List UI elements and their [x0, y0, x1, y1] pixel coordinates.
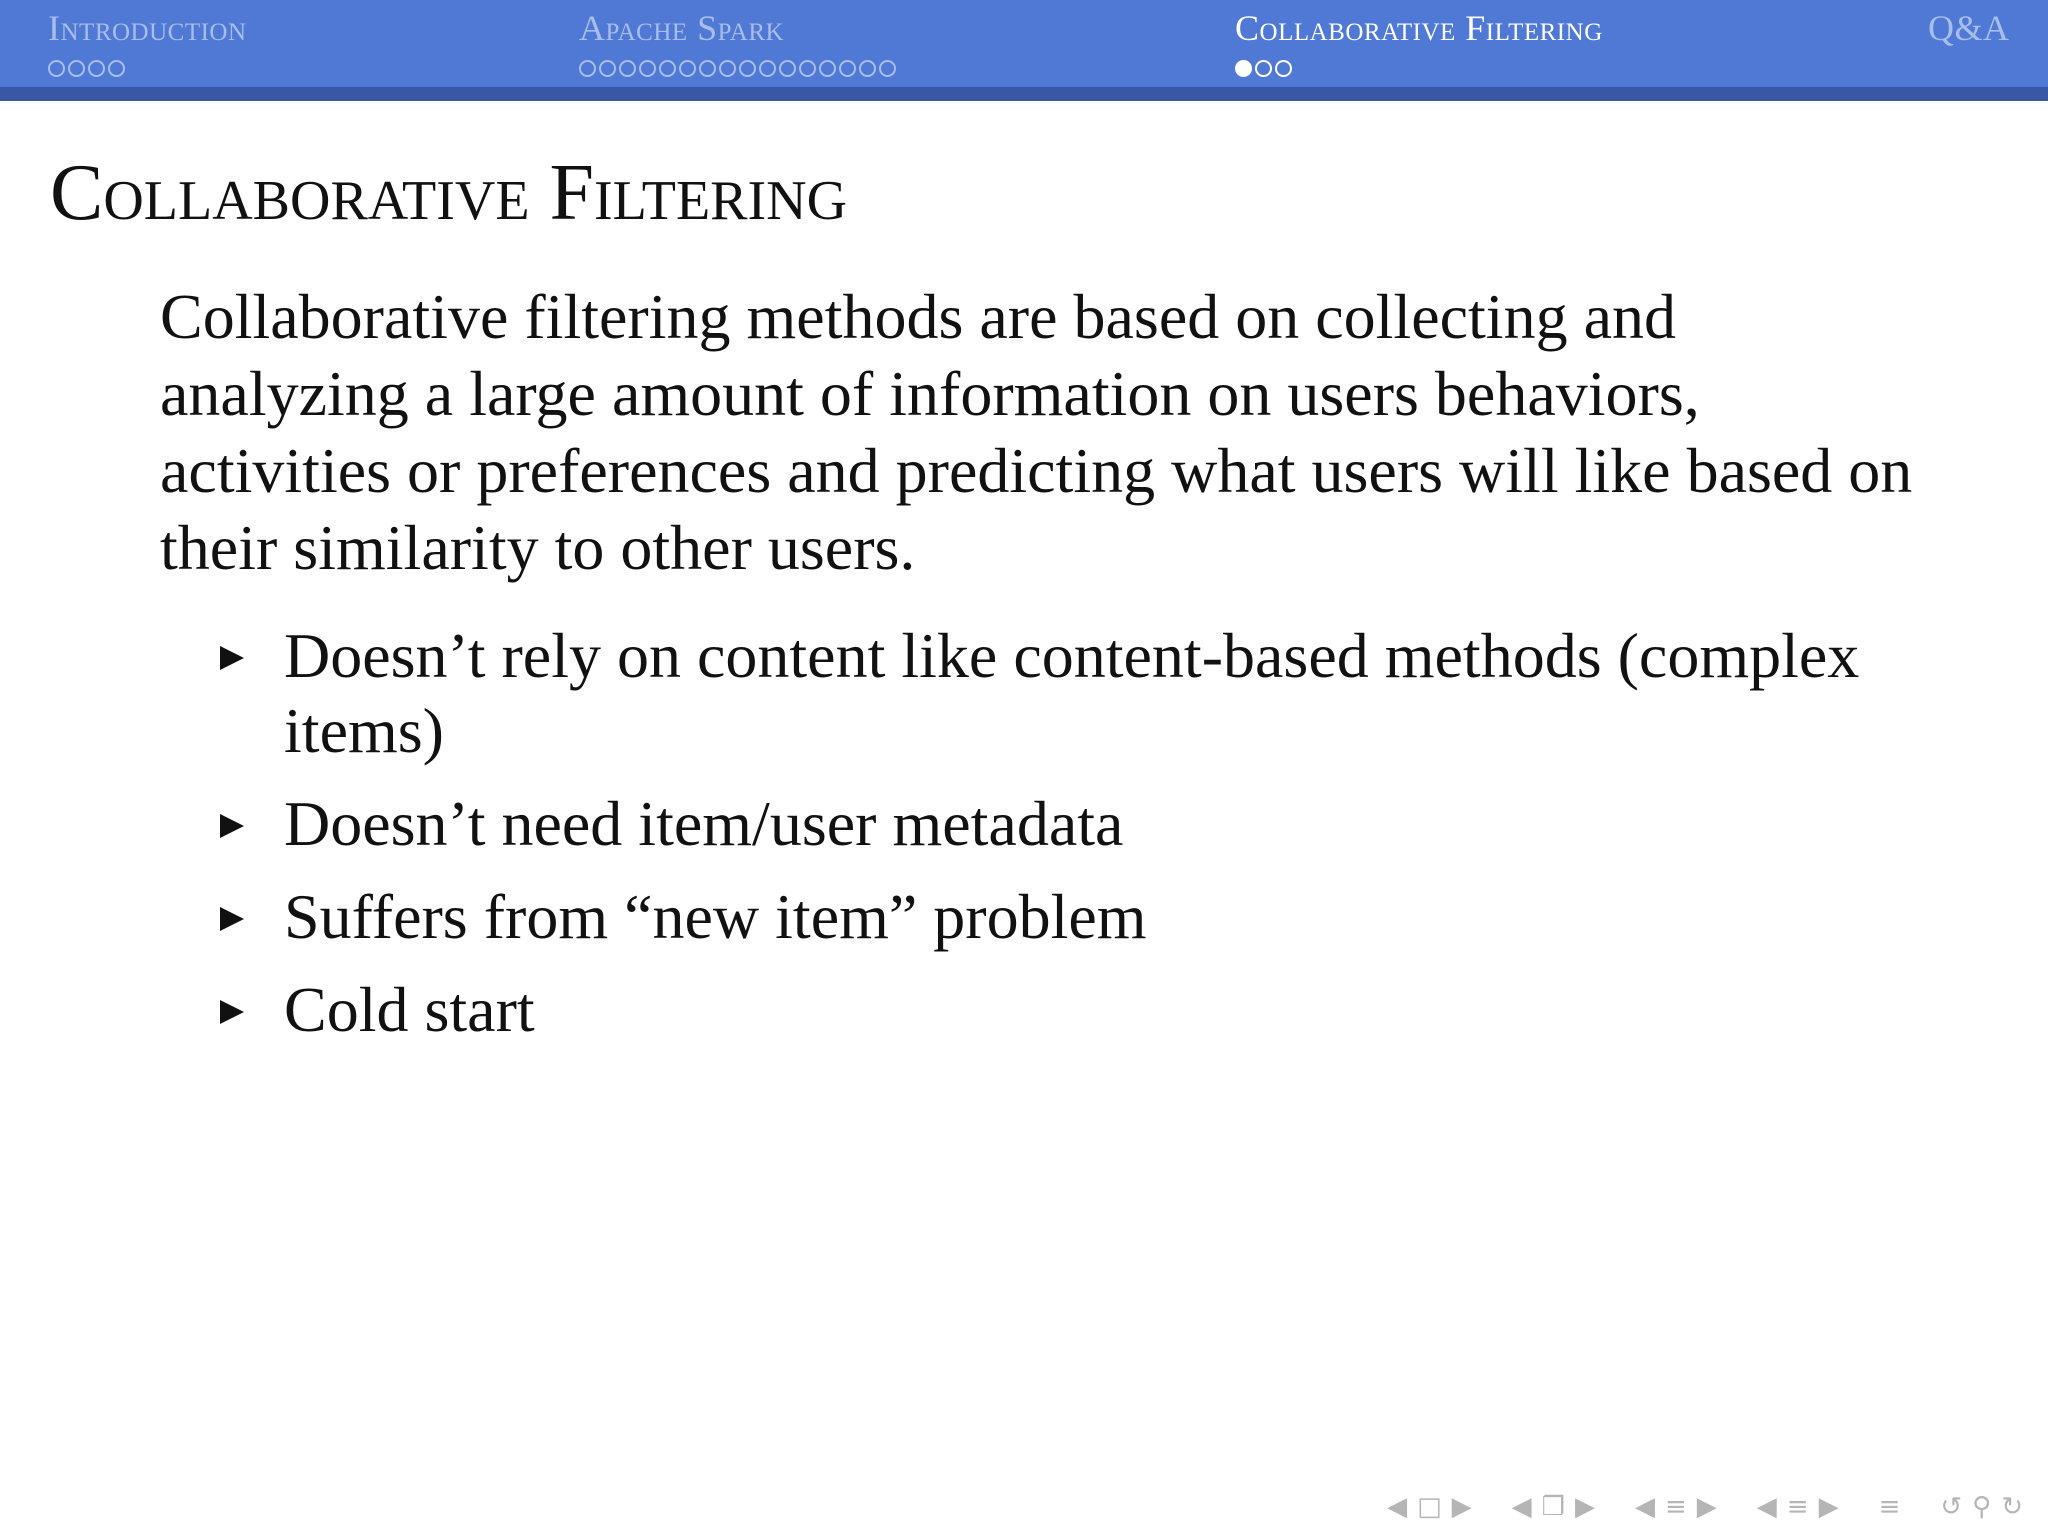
bullet-list	[220, 618, 1920, 1065]
next-arrow-icon[interactable]: ▶	[1696, 1492, 1717, 1522]
search-icon[interactable]: ⚲	[1972, 1492, 1992, 1522]
intro-paragraph: Collaborative filtering methods are based on collecting and analyzing a large amount of information on users behaviors, activities or preferences and predicting what users will like based on their similarity to other users.	[160, 281, 1913, 583]
bullet-text: Doesn’t rely on content like content-based methods (complex items)	[284, 620, 1860, 766]
slide-dot[interactable]	[108, 60, 125, 77]
triangle-bullet-icon	[220, 907, 244, 931]
nav-section-qa[interactable]	[1928, 8, 2010, 48]
slide-dot[interactable]	[779, 60, 796, 77]
slide-dot[interactable]	[48, 60, 65, 77]
nav-section-apache-spark[interactable]	[579, 8, 896, 78]
slide-dot[interactable]	[679, 60, 696, 77]
prev-arrow-icon[interactable]: ◀	[1756, 1492, 1777, 1522]
slide-dot[interactable]	[1255, 60, 1272, 77]
triangle-bullet-icon	[220, 814, 244, 838]
bullet-text: Doesn’t need item/user metadata	[284, 788, 1124, 859]
slide-dot[interactable]	[759, 60, 776, 77]
slide-icon[interactable]: □	[1417, 1492, 1442, 1522]
slide-dot[interactable]	[719, 60, 736, 77]
nav-section-title[interactable]: Q&A	[1928, 8, 2010, 48]
triangle-bullet-icon	[220, 1000, 244, 1024]
nav-section-collaborative-filtering[interactable]	[1235, 8, 1603, 78]
slide-dot[interactable]	[639, 60, 656, 77]
list-item	[220, 786, 1920, 861]
nav-section-introduction[interactable]	[48, 8, 247, 78]
nav-section-title[interactable]: Apache Spark	[579, 8, 785, 48]
slide-dot[interactable]	[599, 60, 616, 77]
slide-dot[interactable]	[1275, 60, 1292, 77]
slide-dot[interactable]	[68, 60, 85, 77]
back-forward-icon[interactable]: ↻	[2001, 1492, 2023, 1522]
prev-arrow-icon[interactable]: ◀	[1634, 1492, 1655, 1522]
list-item	[220, 972, 1920, 1047]
subsection-icon[interactable]: ≡	[1786, 1492, 1809, 1522]
bullet-text: Suffers from “new item” problem	[284, 881, 1147, 952]
navigation-symbols	[1384, 1492, 2026, 1522]
slide-dot[interactable]	[1235, 60, 1252, 77]
slide-dot[interactable]	[799, 60, 816, 77]
prev-arrow-icon[interactable]: ◀	[1387, 1492, 1408, 1522]
frame-icon[interactable]: ❐	[1541, 1492, 1565, 1522]
triangle-bullet-icon	[220, 646, 244, 670]
slide-dot[interactable]	[839, 60, 856, 77]
slide-dot[interactable]	[659, 60, 676, 77]
slide-dots	[579, 58, 896, 78]
header-rule	[0, 87, 2048, 101]
slide-dot[interactable]	[859, 60, 876, 77]
bullet-text: Cold start	[284, 974, 535, 1045]
slide-dot[interactable]	[579, 60, 596, 77]
list-item	[220, 618, 1920, 768]
slide-dot[interactable]	[88, 60, 105, 77]
slide-dot[interactable]	[619, 60, 636, 77]
next-arrow-icon[interactable]: ▶	[1818, 1492, 1839, 1522]
slide-dots	[1235, 58, 1603, 78]
slide-dot[interactable]	[739, 60, 756, 77]
section-navigation-bar	[0, 0, 2048, 87]
section-icon[interactable]: ≡	[1664, 1492, 1687, 1522]
toc-icon[interactable]: ≡	[1878, 1492, 1901, 1522]
slide-dot[interactable]	[879, 60, 896, 77]
slide-dots	[48, 58, 247, 78]
slide-dot[interactable]	[699, 60, 716, 77]
next-arrow-icon[interactable]: ▶	[1574, 1492, 1595, 1522]
nav-section-title[interactable]: Introduction	[48, 8, 247, 48]
list-item	[220, 879, 1920, 954]
prev-arrow-icon[interactable]: ◀	[1511, 1492, 1532, 1522]
next-arrow-icon[interactable]: ▶	[1451, 1492, 1472, 1522]
back-forward-icon[interactable]: ↺	[1940, 1492, 1963, 1522]
slide-dot[interactable]	[819, 60, 836, 77]
slide-title: Collaborative Filtering	[50, 149, 848, 237]
nav-section-title[interactable]: Collaborative Filtering	[1235, 8, 1603, 48]
